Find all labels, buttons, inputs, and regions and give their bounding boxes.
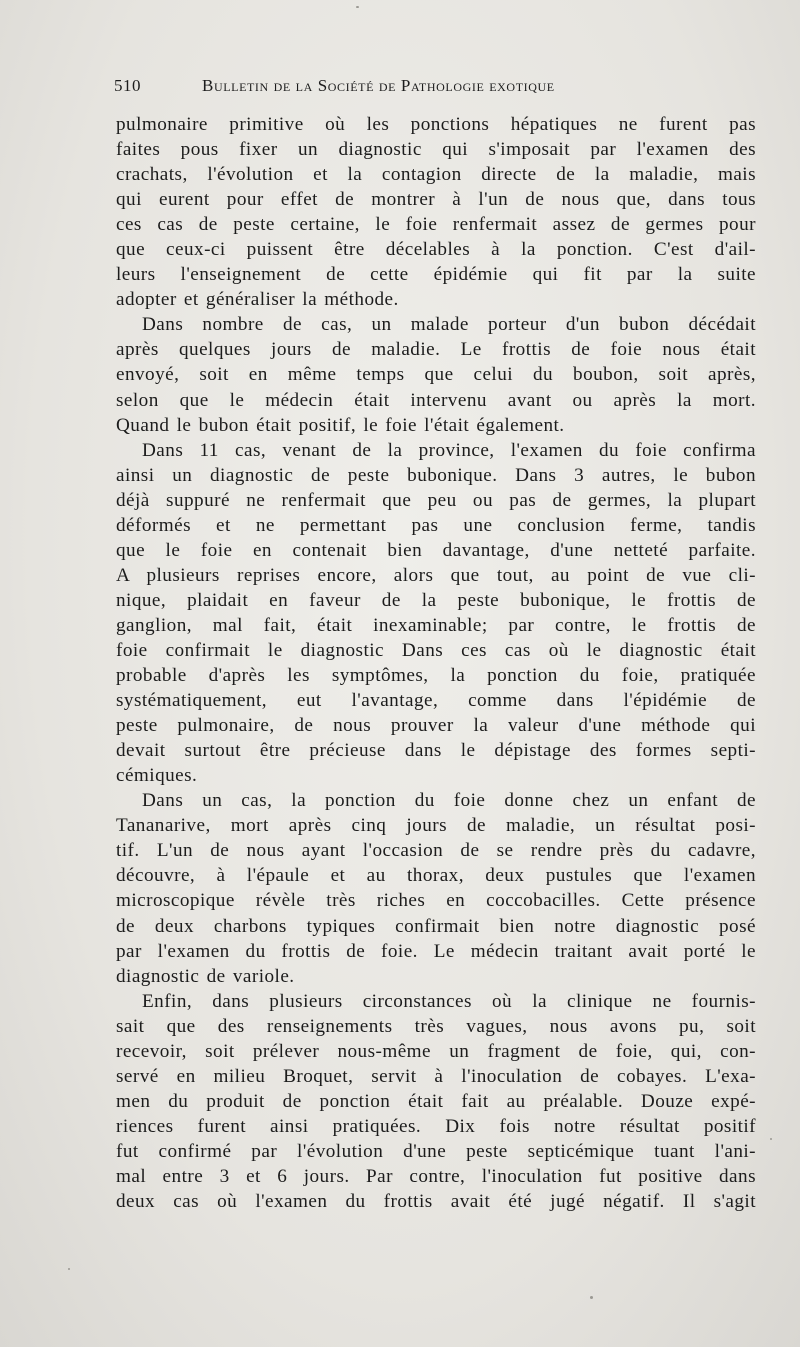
- text-line: microscopique révèle très riches en coccobacilles. Cette présence: [116, 890, 756, 912]
- text-line: ganglion, mal fait, était inexaminable; par contre, le frottis de: [116, 614, 756, 636]
- text-line: crachats, l'évolution et la contagion directe de la maladie, mais: [116, 164, 756, 186]
- text-line: peste pulmonaire, de nous prouver la valeur d'une méthode qui: [116, 715, 756, 737]
- text-line: Enfin, dans plusieurs circonstances où la clinique ne fournis-: [142, 990, 756, 1012]
- text-line: tif. L'un de nous ayant l'occasion de se rendre près du cadavre,: [116, 840, 756, 862]
- text-line: pulmonaire primitive où les ponctions hépatiques ne furent pas: [116, 114, 756, 135]
- text-line: fut confirmé par l'évolution d'une peste septicémique tuant l'ani-: [116, 1140, 756, 1162]
- text-line: ainsi un diagnostic de peste bubonique. Dans 3 autres, le bubon: [116, 464, 756, 486]
- text-line: que ceux-ci puissent être décelables à la ponction. C'est d'ail-: [116, 239, 756, 261]
- text-line: probable d'après les symptômes, la ponction du foie, pratiquée: [116, 665, 756, 687]
- running-header: [114, 76, 674, 100]
- text-line: riences furent ainsi pratiquées. Dix fois notre résultat positif: [116, 1115, 756, 1137]
- text-line: foie confirmait le diagnostic Dans ces cas où le diagnostic était: [116, 639, 756, 661]
- text-line: Tananarive, mort après cinq jours de maladie, un résultat posi-: [116, 815, 756, 837]
- text-line: que le foie en contenait bien davantage, d'une netteté parfaite.: [116, 539, 756, 561]
- text-line: adopter et généraliser la méthode.: [116, 289, 399, 311]
- text-line: systématiquement, eut l'avantage, comme dans l'épidémie de: [116, 690, 756, 712]
- text-line: sait que des renseignements très vagues, nous avons pu, soit: [116, 1015, 756, 1037]
- text-line: qui eurent pour effet de montrer à l'un de nous que, dans tous: [116, 189, 756, 211]
- text-line: de deux charbons typiques confirmait bien notre diagnostic posé: [116, 915, 756, 937]
- text-line: par l'examen du frottis de foie. Le médecin traitant avait porté le: [116, 940, 756, 962]
- text-line: servé en milieu Broquet, servit à l'inoculation de cobayes. L'exa-: [116, 1065, 756, 1087]
- text-line: faites pous fixer un diagnostic qui s'imposait par l'examen des: [116, 139, 756, 161]
- text-line: après quelques jours de maladie. Le frottis de foie nous était: [116, 339, 756, 361]
- text-line: Quand le bubon était positif, le foie l'était également.: [116, 414, 565, 436]
- text-line: découvre, à l'épaule et au thorax, deux pustules que l'examen: [116, 865, 756, 887]
- text-line: mal entre 3 et 6 jours. Par contre, l'inoculation fut positive dans: [116, 1165, 756, 1187]
- text-line: Dans 11 cas, venant de la province, l'examen du foie confirma: [142, 439, 756, 461]
- text-line: envoyé, soit en même temps que celui du boubon, soit après,: [116, 364, 756, 386]
- text-line: Dans un cas, la ponction du foie donne chez un enfant de: [142, 790, 756, 812]
- text-line: leurs l'enseignement de cette épidémie qui fit par la suite: [116, 264, 756, 286]
- text-line: déjà suppuré ne renfermait que peu ou pas de germes, la plupart: [116, 489, 756, 511]
- text-line: cémiques.: [116, 765, 198, 787]
- text-line: diagnostic de variole.: [116, 965, 295, 987]
- text-line: selon que le médecin était intervenu avant ou après la mort.: [116, 389, 756, 411]
- text-line: déformés et ne permettant pas une conclusion ferme, tandis: [116, 514, 756, 536]
- text-line: deux cas où l'examen du frottis avait été jugé négatif. Il s'agit: [116, 1191, 756, 1213]
- text-line: A plusieurs reprises encore, alors que tout, au point de vue cli-: [116, 564, 756, 586]
- text-line: recevoir, soit prélever nous-même un fragment de foie, qui, con-: [116, 1040, 756, 1062]
- text-line: Dans nombre de cas, un malade porteur d'un bubon décédait: [142, 314, 756, 336]
- text-line: ces cas de peste certaine, le foie renfermait assez de germes pour: [116, 214, 756, 236]
- text-line: men du produit de ponction était fait au préalable. Douze expé-: [116, 1090, 756, 1112]
- page-number: 510: [114, 76, 141, 95]
- journal-title: Bulletin de la Société de Pathologie exotique: [202, 76, 555, 95]
- body-text: [116, 112, 756, 1214]
- text-line: nique, plaidait en faveur de la peste bubonique, le frottis de: [116, 589, 756, 611]
- text-line: devait surtout être précieuse dans le dépistage des formes septi-: [116, 740, 756, 762]
